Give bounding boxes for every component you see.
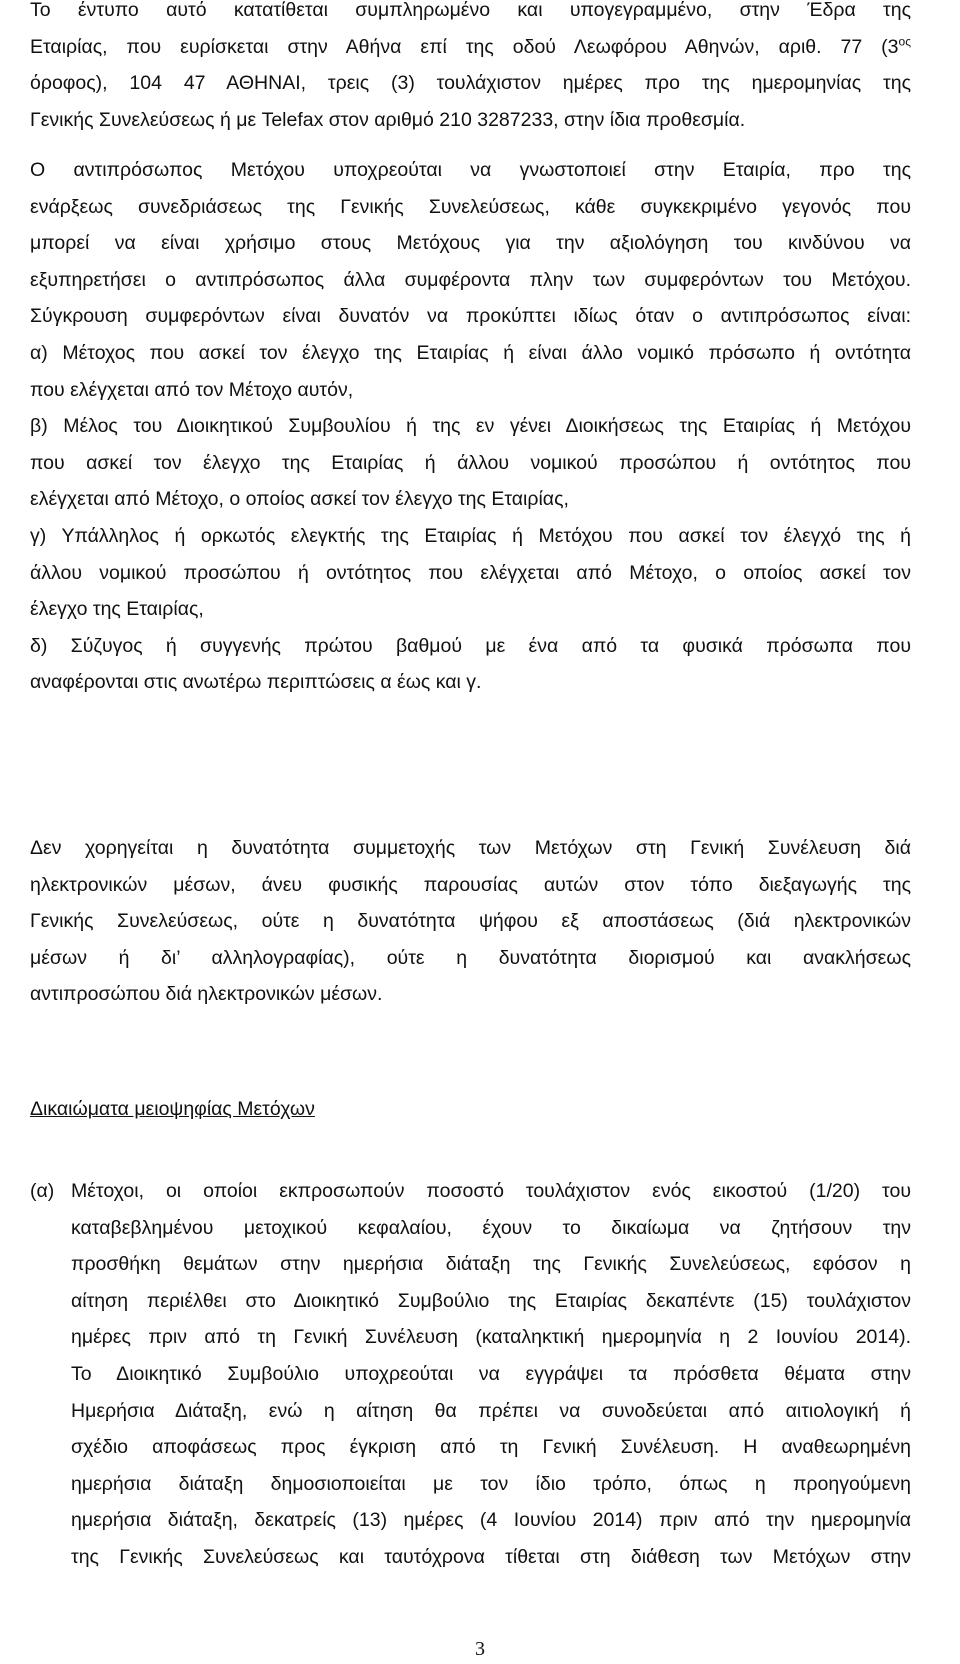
text-line: αίτηση περιέλθει στο Διοικητικό Συμβούλιο της Εταιρίας δεκαπέντε (15) τουλάχιστον: [71, 1289, 911, 1312]
text-line: Σύγκρουση συμφερόντων είναι δυνατόν να προκύπτει ιδίως όταν ο αντιπρόσωπος είναι:: [30, 305, 911, 328]
submission-paragraph: [30, 0, 911, 138]
text-line: σχέδιο αποφάσεως προς έγκριση από τη Γενική Συνέλευση. Η αναθεωρημένη: [71, 1436, 911, 1459]
text-line: καταβεβλημένου μετοχικού κεφαλαίου, έχουν το δικαίωμα να ζητήσουν την: [71, 1216, 911, 1239]
text-line: έλεγχο της Εταιρίας,: [30, 598, 204, 621]
text-line: Μέτοχοι, οι οποίοι εκπροσωπούν ποσοστό τουλάχιστον ενός εικοστού (1/20) του: [71, 1180, 911, 1202]
text-line: α) Μέτοχος που ασκεί τον έλεγχο της Εταιρίας ή είναι άλλο νομικό πρόσωπο ή οντότητα: [30, 341, 911, 364]
page-number: 3: [475, 1638, 485, 1660]
text-line: Εταιρίας, που ευρίσκεται στην Αθήνα επί της οδού Λεωφόρου Αθηνών, αριθ. 77 ($3^{o\varsigma}$: [30, 34, 911, 58]
text-line: μέσων ή δι’ αλληλογραφίας), ούτε η δυνατότητα διορισμού και ανακλήσεως: [30, 946, 911, 969]
text-line: αντιπροσώπου διά ηλεκτρονικών μέσων.: [30, 983, 383, 1006]
item-body: [71, 1173, 911, 1576]
text-line: της Γενικής Συνελεύσεως και ταυτόχρονα τίθεται στη διάθεση των Μετόχων στην: [71, 1545, 911, 1568]
superscript: ος: [898, 34, 911, 49]
text-line: δ) Σύζυγος ή συγγενής πρώτου βαθμού με ένα από τα φυσικά πρόσωπα που: [30, 634, 911, 657]
section-heading: Δικαιώματα μειοψηφίας Μετόχων: [30, 1098, 315, 1120]
representative-paragraph: [30, 152, 911, 701]
text-line: εξυπηρετήσει ο αντιπρόσωπος άλλα συμφέροντα πλην των συμφερόντων του Μετόχου.: [30, 268, 911, 291]
text-line: ελέγχεται από Μέτοχο, ο οποίος ασκεί τον έλεγχο της Εταιρίας,: [30, 488, 569, 511]
text-line: γ) Υπάλληλος ή ορκωτός ελεγκτής της Εταιρίας ή Μετόχου που ασκεί τον έλεγχό της ή: [30, 524, 911, 547]
text-line: β) Μέλος του Διοικητικού Συμβουλίου ή της εν γένει Διοικήσεως της Εταιρίας ή Μετόχου: [30, 415, 911, 438]
text-line: που ασκεί τον έλεγχο της Εταιρίας ή άλλου νομικού προσώπου ή οντότητος που: [30, 451, 911, 474]
text-line: όροφος), 104 47 ΑΘΗΝΑΙ, τρεις (3) τουλάχιστον ημέρες προ της ημερομηνίας της: [30, 72, 911, 95]
text-line: ηλεκτρονικών μέσων, άνευ φυσικής παρουσίας αυτών στον τόπο διεξαγωγής της: [30, 873, 911, 896]
text-line: Δεν χορηγείται η δυνατότητα συμμετοχής των Μετόχων στη Γενική Συνέλευση διά: [30, 837, 911, 859]
text-line: ημερήσια διάταξη δημοσιοποιείται με τον ίδιο τρόπο, όπως η προηγούμενη: [71, 1472, 911, 1495]
text-line: ενάρξεως συνεδριάσεως της Γενικής Συνελεύσεως, κάθε συγκεκριμένο γεγονός που: [30, 195, 911, 218]
text-line: μπορεί να είναι χρήσιμο στους Μετόχους για την αξιολόγηση του κινδύνου να: [30, 232, 911, 255]
text-line: Το έντυπο αυτό κατατίθεται συμπληρωμένο και υπογεγραμμένο, στην Έδρα της: [30, 0, 911, 21]
text-line: αναφέρονται στις ανωτέρω περιπτώσεις α έως και γ.: [30, 671, 482, 694]
text-line: Γενικής Συνελεύσεως ή με Telefax στον αριθμό 210 3287233, στην ίδια προθεσμία.: [30, 108, 746, 131]
text-line: που ελέγχεται από τον Μέτοχο αυτόν,: [30, 378, 354, 401]
minority-rights-heading: [30, 1091, 911, 1128]
text-line: Ημερήσια Διάταξη, ενώ η αίτηση θα πρέπει να συνοδεύεται από αιτιολογική ή: [71, 1399, 911, 1422]
electronic-participation-paragraph: [30, 830, 911, 1013]
text-line: άλλου νομικού προσώπου ή οντότητος που ελέγχεται από Μέτοχο, ο οποίος ασκεί τον: [30, 561, 911, 584]
text-line: Ο αντιπρόσωπος Μετόχου υποχρεούται να γνωστοποιεί στην Εταιρία, προ της: [30, 159, 911, 181]
text-line: προσθήκη θεμάτων στην ημερήσια διάταξη της Γενικής Συνελεύσεως, εφόσον η: [71, 1253, 911, 1276]
text-line: ημέρες πριν από τη Γενική Συνέλευση (καταληκτική ημερομηνία η 2 Ιουνίου 2014).: [71, 1326, 911, 1349]
text-line: ημερήσια διάταξη, δεκατρείς (13) ημέρες (4 Ιουνίου 2014) πριν από την ημερομηνία: [71, 1509, 911, 1532]
text-line: Γενικής Συνελεύσεως, ούτε η δυνατότητα ψήφου εξ αποστάσεως (διά ηλεκτρονικών: [30, 910, 911, 933]
item-label: (α): [30, 1180, 55, 1202]
text-line: Το Διοικητικό Συμβούλιο υποχρεούται να εγγράψει τα πρόσθετα θέματα στην: [71, 1362, 911, 1385]
